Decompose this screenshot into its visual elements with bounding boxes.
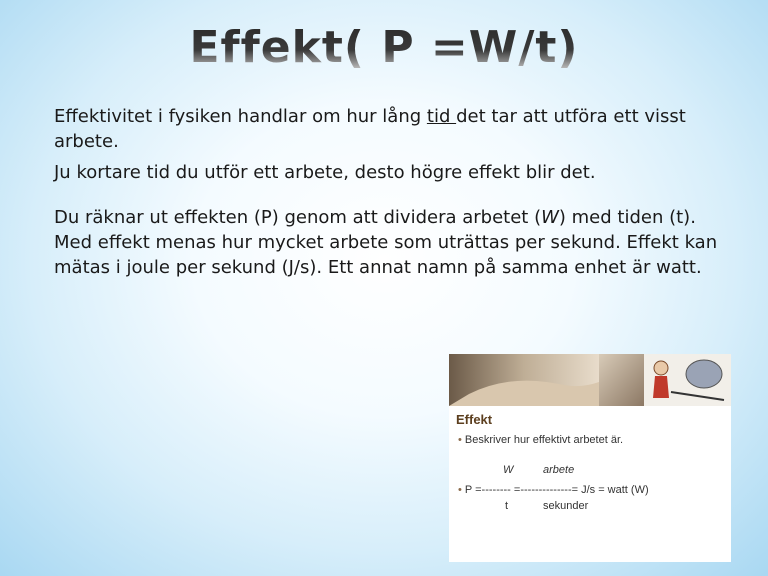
figure-heading: Effekt — [456, 412, 493, 427]
cartoon-head — [654, 361, 668, 375]
denominator-t: t — [505, 500, 509, 512]
bullet-icon: • — [458, 434, 462, 446]
bullet-icon: • — [458, 484, 462, 496]
paragraph-1-text-a: Effektivitet i fysiken handlar om hur lång — [54, 106, 427, 127]
paragraph-1-text-b: det tar att utföra ett visst arbete. — [54, 106, 686, 152]
paragraph-3-text-a: Du räknar ut effekten (P) genom att dividera arbetet ( — [54, 207, 542, 228]
cartoon-body — [653, 376, 669, 398]
cartoon-boulder — [686, 360, 722, 388]
numerator-w: W — [503, 464, 514, 476]
denominator-word: sekunder — [543, 500, 589, 512]
figure-line-1-text: Beskriver hur effektivt arbetet är. — [464, 434, 624, 446]
figure-line-1 — [458, 434, 623, 446]
numerator-word: arbete — [543, 464, 575, 476]
slide-body — [54, 104, 734, 286]
formula-line — [458, 484, 649, 496]
paragraph-1 — [54, 104, 734, 154]
effekt-figure — [449, 354, 731, 562]
paragraph-3 — [54, 205, 734, 280]
paragraph-2: Ju kortare tid du utför ett arbete, desto högre effekt blir det. — [54, 162, 596, 183]
underlined-word-tid: tid — [426, 106, 457, 127]
slide-title: Effekt( P =W/t) — [0, 22, 768, 73]
paragraph-3-text-b: ) med tiden (t). Med effekt menas hur mycket arbete som uträttas per sekund. Effekt kan mätas i joule per sekund (J/s). Ett annat namn på samma enhet är watt. — [54, 207, 718, 278]
figure-photo-strip — [449, 354, 731, 406]
italic-w: W — [541, 207, 559, 228]
photo-face — [599, 354, 644, 406]
formula-text: P =-------- =--------------= J/s = watt (W) — [464, 484, 649, 496]
